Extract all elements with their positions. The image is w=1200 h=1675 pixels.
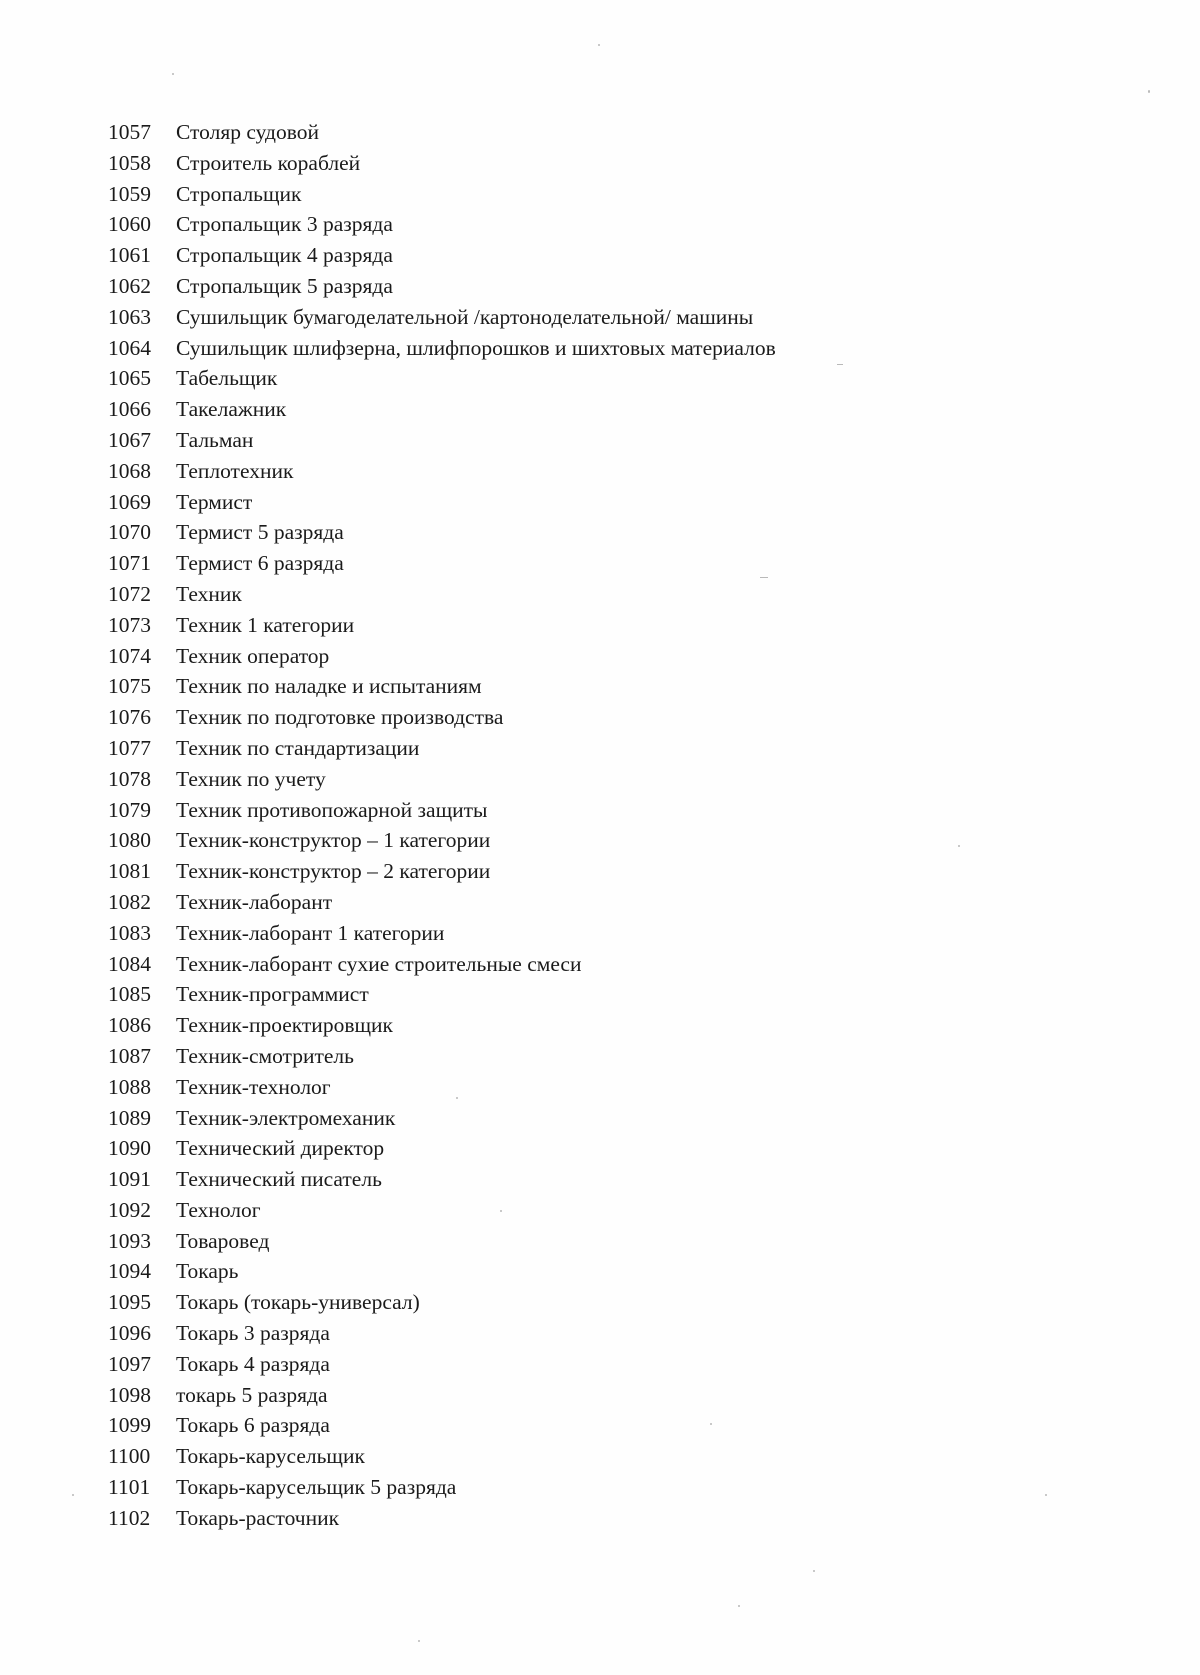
- list-item: [108, 1072, 776, 1103]
- entry-number: 1062: [108, 273, 151, 298]
- list-item: [108, 517, 776, 548]
- entry-number: 1058: [108, 150, 151, 175]
- entry-number: 1099: [108, 1413, 151, 1438]
- entry-title: Токарь 4 разряда: [176, 1351, 330, 1376]
- list-item: [108, 1226, 776, 1257]
- entry-title: Токарь-расточник: [176, 1505, 340, 1530]
- entry-title: Техник противопожарной защиты: [176, 797, 488, 822]
- list-item: [108, 641, 776, 672]
- list-item: [108, 1349, 776, 1380]
- entry-number: 1083: [108, 920, 151, 945]
- entry-number: 1079: [108, 797, 151, 822]
- list-item: [108, 795, 776, 826]
- list-item: [108, 1287, 776, 1318]
- entry-number: 1080: [108, 828, 151, 853]
- entry-title: Теплотехник: [176, 458, 294, 483]
- scan-speck: [710, 1423, 712, 1425]
- list-item: [108, 1318, 776, 1349]
- entry-number: 1092: [108, 1197, 151, 1222]
- entry-number: 1061: [108, 243, 151, 268]
- scan-speck: [760, 577, 768, 578]
- entry-title: Табельщик: [176, 366, 278, 391]
- entry-title: Техник-электромеханик: [176, 1105, 396, 1130]
- list-item: [108, 1256, 776, 1287]
- list-item: [108, 271, 776, 302]
- entry-title: Техник по стандартизации: [176, 735, 420, 760]
- list-item: [108, 1503, 776, 1534]
- entry-title: Товаровед: [176, 1228, 270, 1253]
- entry-number: 1076: [108, 705, 151, 730]
- entry-title: Технолог: [176, 1197, 261, 1222]
- list-item: [108, 1380, 776, 1411]
- list-item: [108, 1164, 776, 1195]
- entry-number: 1075: [108, 674, 151, 699]
- list-item: [108, 333, 776, 364]
- entry-number: 1081: [108, 859, 151, 884]
- entry-number: 1097: [108, 1351, 151, 1376]
- list-item: [108, 671, 776, 702]
- entry-title: Токарь (токарь-универсал): [176, 1290, 420, 1315]
- entry-title: Техник-проектировщик: [176, 1013, 393, 1038]
- entry-number: 1090: [108, 1136, 151, 1161]
- entry-number: 1086: [108, 1013, 151, 1038]
- list-item: [108, 856, 776, 887]
- entry-number: 1088: [108, 1074, 151, 1099]
- entry-title: токарь 5 разряда: [176, 1382, 328, 1407]
- entry-number: 1093: [108, 1228, 151, 1253]
- entry-title: Токарь-карусельщик 5 разряда: [176, 1475, 457, 1500]
- entry-title: Сушильщик бумагоделательной /картоноделательной/ машины: [176, 304, 754, 329]
- list-item: [108, 1041, 776, 1072]
- entry-number: 1063: [108, 304, 151, 329]
- list-item: [108, 702, 776, 733]
- list-item: [108, 1472, 776, 1503]
- entry-number: 1057: [108, 120, 151, 144]
- entry-title: Стропальщик 4 разряда: [176, 243, 393, 268]
- entry-title: Токарь-карусельщик: [176, 1444, 365, 1469]
- entry-title: Термист 5 разряда: [176, 520, 344, 545]
- list-item: [108, 949, 776, 980]
- entry-number: 1085: [108, 982, 151, 1007]
- scan-speck: [1148, 90, 1150, 93]
- list-item: [108, 363, 776, 394]
- list-item: [108, 1010, 776, 1041]
- entry-title: Такелажник: [176, 397, 287, 422]
- scan-speck: [598, 44, 600, 46]
- list-item: [108, 764, 776, 795]
- entry-number: 1100: [108, 1444, 151, 1469]
- entry-title: Техник по учету: [176, 766, 326, 791]
- list-item: [108, 148, 776, 179]
- entry-title: Техник-конструктор – 1 категории: [176, 828, 491, 853]
- entry-number: 1065: [108, 366, 151, 391]
- scan-speck: [72, 1494, 74, 1496]
- entry-title: Стропальщик: [176, 181, 302, 206]
- entry-number: 1072: [108, 581, 151, 606]
- scan-speck: [172, 73, 174, 75]
- list-item: [108, 548, 776, 579]
- list-item: [108, 1103, 776, 1134]
- list-item: [108, 425, 776, 456]
- entry-number: 1098: [108, 1382, 151, 1407]
- entry-title: Техник: [176, 581, 242, 606]
- entry-number: 1084: [108, 951, 151, 976]
- entry-title: Техник оператор: [176, 643, 330, 668]
- entry-title: Техник-конструктор – 2 категории: [176, 859, 491, 884]
- entry-number: 1073: [108, 612, 151, 637]
- occupation-list: [108, 117, 776, 1534]
- list-item: [108, 179, 776, 210]
- scan-speck: [738, 1605, 740, 1607]
- entry-title: Техник-лаборант: [176, 889, 333, 914]
- list-item: [108, 394, 776, 425]
- list-item: [108, 302, 776, 333]
- list-item: [108, 579, 776, 610]
- entry-title: Техник-лаборант 1 категории: [176, 920, 445, 945]
- entry-title: Токарь: [176, 1259, 239, 1284]
- list-item: [108, 1441, 776, 1472]
- entry-number: 1069: [108, 489, 151, 514]
- entry-number: 1071: [108, 551, 151, 576]
- scan-speck: [456, 1097, 458, 1099]
- entry-number: 1096: [108, 1321, 151, 1346]
- entry-title: Техник по наладке и испытаниям: [176, 674, 482, 699]
- entry-number: 1059: [108, 181, 151, 206]
- entry-title: Тальман: [176, 427, 254, 452]
- entry-number: 1089: [108, 1105, 151, 1130]
- list-item: [108, 979, 776, 1010]
- entry-title: Техник-программист: [176, 982, 369, 1007]
- entry-title: Техник-лаборант сухие строительные смеси: [176, 951, 582, 976]
- scan-speck: [500, 1210, 502, 1212]
- scan-speck: [418, 1640, 420, 1642]
- entry-title: Стропальщик 5 разряда: [176, 273, 393, 298]
- entry-number: 1091: [108, 1167, 151, 1192]
- entry-number: 1060: [108, 212, 151, 237]
- entry-title: Техник 1 категории: [176, 612, 355, 637]
- entry-title: Термист: [176, 489, 253, 514]
- list-item: [108, 1410, 776, 1441]
- list-item: [108, 733, 776, 764]
- entry-title: Стропальщик 3 разряда: [176, 212, 393, 237]
- entry-title: Техник по подготовке производства: [176, 705, 504, 730]
- scan-speck: [837, 364, 843, 365]
- entry-title: Сушильщик шлифзерна, шлифпорошков и шихтовых материалов: [176, 335, 776, 360]
- entry-number: 1077: [108, 735, 151, 760]
- entry-title: Токарь 6 разряда: [176, 1413, 330, 1438]
- list-item: [108, 209, 776, 240]
- list-item: [108, 240, 776, 271]
- list-item: [108, 887, 776, 918]
- list-item: [108, 1195, 776, 1226]
- list-item: [108, 610, 776, 641]
- list-item: [108, 1133, 776, 1164]
- entry-number: 1067: [108, 427, 151, 452]
- entry-title: Токарь 3 разряда: [176, 1321, 330, 1346]
- entry-number: 1070: [108, 520, 151, 545]
- list-item: [108, 117, 776, 148]
- entry-title: Термист 6 разряда: [176, 551, 344, 576]
- entry-title: Техник-технолог: [176, 1074, 331, 1099]
- entry-title: Строитель кораблей: [176, 150, 361, 175]
- scan-speck: [958, 845, 960, 847]
- entry-number: 1087: [108, 1043, 151, 1068]
- list-item: [108, 456, 776, 487]
- entry-number: 1095: [108, 1290, 151, 1315]
- scan-speck: [1045, 1494, 1047, 1496]
- entry-title: Технический директор: [176, 1136, 385, 1161]
- entry-number: 1078: [108, 766, 151, 791]
- scan-speck: [813, 1570, 815, 1572]
- entry-title: Техник-смотритель: [176, 1043, 354, 1068]
- entry-number: 1102: [108, 1505, 151, 1530]
- entry-number: 1101: [108, 1475, 151, 1500]
- entry-number: 1064: [108, 335, 151, 360]
- entry-title: Столяр судовой: [176, 120, 319, 144]
- entry-title: Технический писатель: [176, 1167, 382, 1192]
- entry-number: 1094: [108, 1259, 151, 1284]
- list-item: [108, 487, 776, 518]
- entry-number: 1074: [108, 643, 151, 668]
- entry-number: 1082: [108, 889, 151, 914]
- list-item: [108, 918, 776, 949]
- entry-number: 1068: [108, 458, 151, 483]
- entry-number: 1066: [108, 397, 151, 422]
- list-item: [108, 825, 776, 856]
